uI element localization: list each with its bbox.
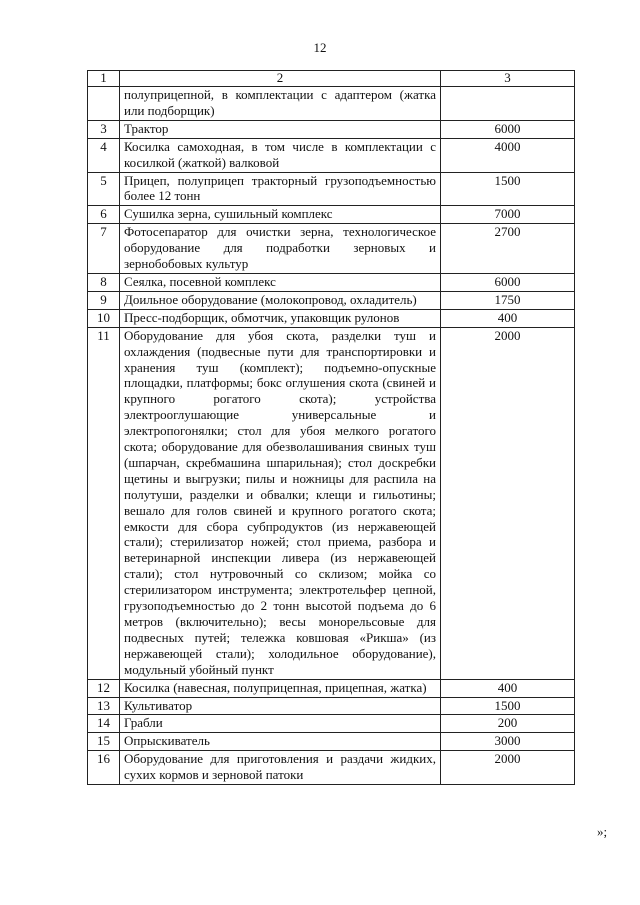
row-value bbox=[441, 87, 575, 121]
row-description: Фотосепаратор для очистки зерна, технологическое оборудование для подработки зерновых и зернобобовых культур bbox=[120, 224, 441, 274]
row-description: Опрыскиватель bbox=[120, 733, 441, 751]
row-number bbox=[88, 87, 120, 121]
table-row bbox=[88, 224, 575, 274]
row-value: 6000 bbox=[441, 120, 575, 138]
row-number: 4 bbox=[88, 138, 120, 172]
row-description: Оборудование для приготовления и раздачи жидких, сухих кормов и зерновой патоки bbox=[120, 751, 441, 785]
row-description: Оборудование для убоя скота, разделки туш и охлаждения (подвесные пути для транспортировки и хранения туш (комплект); подъемно-опускные площадки, платформы; бокс оглушения скота (свиней и крупного рогатого скота); устройства электрооглушающие универсальные и электропогонялки; стол для убоя мелкого рогатого скота; оборудование для обезволашивания свиных туш (шпарчан, скребмашина шпарильная); стол доскребки щетины и выгрузки; пилы и ножницы для распила на полутуши, разделки и обвалки; клещи и гильотины; вешало для голов свиней и крупного рогатого скота; емкости для сбора субпродуктов (из нержавеющей стали); стерилизатор ножей; стол приема, разбора и ветеринарной инспекции ливера (из нержавеющей стали); стол нутровочный со склизом; мойка со стерилизатором инструмента; электротельфер цепной, грузоподъемностью до 2 тонн высотой подъема до 6 метров (включительно); весы монорельсовые для подвесных путей; тележка ковшовая «Рикша» (из нержавеющей стали); холодильное оборудование), модульный убойный пункт bbox=[120, 327, 441, 679]
row-description: Пресс-подборщик, обмотчик, упаковщик рулонов bbox=[120, 309, 441, 327]
row-number: 16 bbox=[88, 751, 120, 785]
row-value: 400 bbox=[441, 309, 575, 327]
table-row bbox=[88, 751, 575, 785]
table-row bbox=[88, 206, 575, 224]
row-value: 1500 bbox=[441, 172, 575, 206]
header-col-1: 1 bbox=[88, 71, 120, 87]
row-value: 400 bbox=[441, 679, 575, 697]
row-number: 8 bbox=[88, 273, 120, 291]
table-row bbox=[88, 309, 575, 327]
table-header-row bbox=[88, 71, 575, 87]
row-description: Грабли bbox=[120, 715, 441, 733]
row-value: 2700 bbox=[441, 224, 575, 274]
equipment-table bbox=[87, 70, 575, 785]
row-value: 7000 bbox=[441, 206, 575, 224]
row-description: Доильное оборудование (молокопровод, охладитель) bbox=[120, 291, 441, 309]
row-description: Прицеп, полуприцеп тракторный грузоподъемностью более 12 тонн bbox=[120, 172, 441, 206]
row-value: 4000 bbox=[441, 138, 575, 172]
row-value: 3000 bbox=[441, 733, 575, 751]
row-value: 1500 bbox=[441, 697, 575, 715]
table-row bbox=[88, 679, 575, 697]
table-row bbox=[88, 291, 575, 309]
row-number: 12 bbox=[88, 679, 120, 697]
row-value: 6000 bbox=[441, 273, 575, 291]
row-description: Косилка (навесная, полуприцепная, прицепная, жатка) bbox=[120, 679, 441, 697]
row-number: 9 bbox=[88, 291, 120, 309]
table-row bbox=[88, 733, 575, 751]
row-description: Сушилка зерна, сушильный комплекс bbox=[120, 206, 441, 224]
row-description: Трактор bbox=[120, 120, 441, 138]
row-number: 13 bbox=[88, 697, 120, 715]
row-number: 15 bbox=[88, 733, 120, 751]
header-col-2: 2 bbox=[120, 71, 441, 87]
header-col-3: 3 bbox=[441, 71, 575, 87]
row-value: 200 bbox=[441, 715, 575, 733]
table-row bbox=[88, 273, 575, 291]
closing-quote: »; bbox=[597, 824, 608, 839]
row-number: 3 bbox=[88, 120, 120, 138]
table-row bbox=[88, 87, 575, 121]
row-description: Сеялка, посевной комплекс bbox=[120, 273, 441, 291]
row-number: 7 bbox=[88, 224, 120, 274]
row-number: 14 bbox=[88, 715, 120, 733]
row-number: 6 bbox=[88, 206, 120, 224]
row-value: 1750 bbox=[441, 291, 575, 309]
row-description: полуприцепной, в комплектации с адаптером (жатка или подборщик) bbox=[120, 87, 441, 121]
table-row bbox=[88, 138, 575, 172]
row-number: 5 bbox=[88, 172, 120, 206]
table-row bbox=[88, 327, 575, 679]
row-number: 10 bbox=[88, 309, 120, 327]
row-value: 2000 bbox=[441, 327, 575, 679]
page-number: 12 bbox=[313, 40, 327, 55]
row-value: 2000 bbox=[441, 751, 575, 785]
row-description: Косилка самоходная, в том числе в комплектации с косилкой (жаткой) валковой bbox=[120, 138, 441, 172]
table-row bbox=[88, 172, 575, 206]
row-description: Культиватор bbox=[120, 697, 441, 715]
table-row bbox=[88, 697, 575, 715]
row-number: 11 bbox=[88, 327, 120, 679]
table-row bbox=[88, 715, 575, 733]
table-row bbox=[88, 120, 575, 138]
